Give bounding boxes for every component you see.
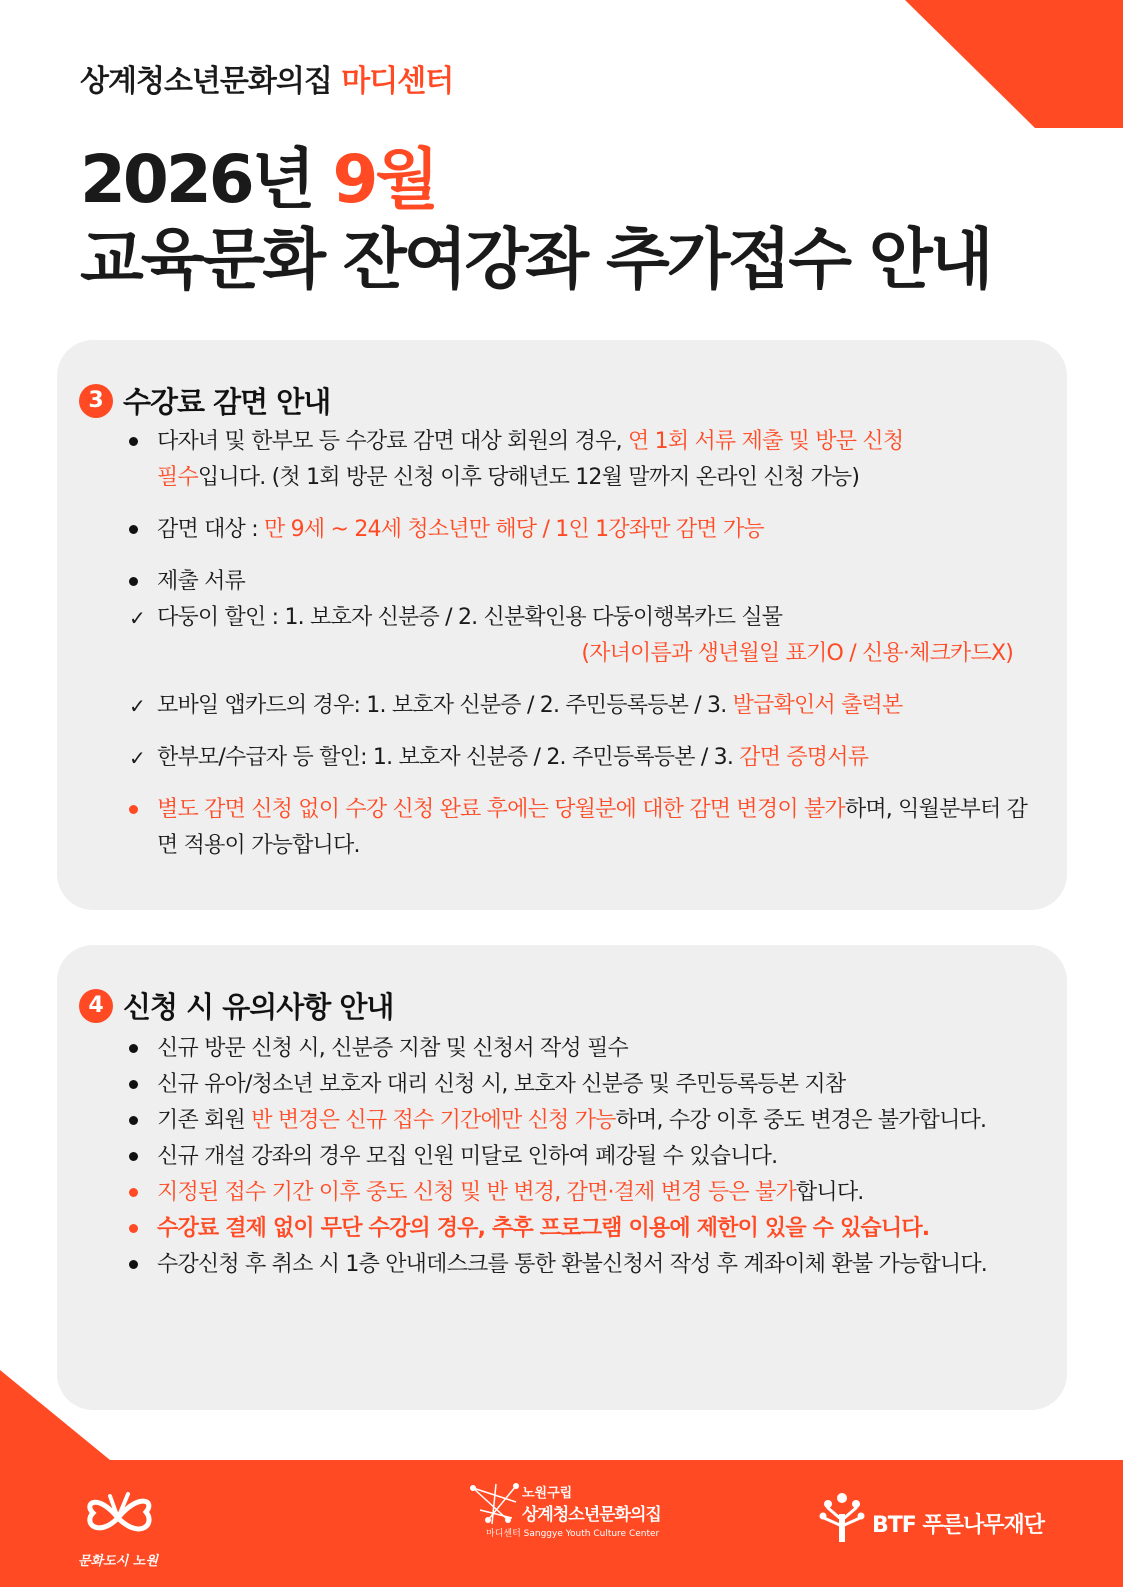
section4-title: 신청 시 유의사항 안내 xyxy=(123,990,394,1024)
culture-city-nowon-logo xyxy=(78,1488,168,1573)
flower-mark-icon xyxy=(78,1488,158,1548)
item-highlight: 연 1회 서류 제출 및 방문 신청 xyxy=(627,429,904,454)
network-mark-icon xyxy=(468,1480,520,1526)
section4-number-badge: 4 xyxy=(79,989,113,1023)
sub-item xyxy=(127,740,1037,776)
section4-header xyxy=(79,985,393,1026)
item-highlight: 만 9세 ~ 24세 청소년만 해당 / 1인 1강좌만 감면 가능 xyxy=(264,517,764,542)
center-name: 마디센터 xyxy=(341,64,454,99)
item-text: 기존 회원 xyxy=(157,1108,252,1133)
list-item xyxy=(127,1175,1037,1211)
list-item: 신규 방문 신청 시, 신분증 지참 및 신청서 작성 필수 xyxy=(127,1031,1037,1067)
item-text: 하며, 수강 이후 중도 변경은 불가합니다. xyxy=(615,1108,987,1133)
item-text: 하며, 익월분부터 감면 적용이 가능합니다. xyxy=(157,797,1028,858)
item-highlight: 반 변경은 신규 접수 기간에만 신청 가능 xyxy=(251,1108,616,1133)
item-text: 감면 대상 : xyxy=(157,517,264,542)
title-month: 9월 xyxy=(332,141,437,218)
item-text: 합니다. xyxy=(795,1180,864,1205)
item-text: 입니다. (첫 1회 방문 신청 이후 당해년도 12월 말까지 온라인 신청 가능) xyxy=(197,465,860,490)
logo1-text: 문화도시 노원 xyxy=(78,1554,158,1569)
list-item xyxy=(127,564,1037,600)
sub-item-text: 한부모/수급자 등 할인: 1. 보호자 신분증 / 2. 주민등록등본 / 3. xyxy=(157,745,740,770)
sub-item-note: (자녀이름과 생년월일 표기O / 신용·체크카드X) xyxy=(581,641,1013,666)
logo2-top-text: 노원구립 xyxy=(522,1486,573,1501)
item-highlight: 지정된 접수 기간 이후 중도 신청 및 반 변경, 감면·결제 변경 등은 불가 xyxy=(157,1180,796,1205)
logo2-subtitle: 마디센터 Sanggye Youth Culture Center xyxy=(486,1529,660,1539)
check-icon: ✓ xyxy=(129,694,145,718)
title-line-2: 교육문화 잔여강좌 추가접수 안내 xyxy=(80,221,991,298)
list-item xyxy=(127,512,1037,548)
sanggye-youth-center-logo xyxy=(468,1480,668,1570)
item-highlight: 필수 xyxy=(157,465,198,490)
section3-header xyxy=(79,380,330,421)
item-text: 다자녀 및 한부모 등 수강료 감면 대상 회원의 경우, xyxy=(157,429,628,454)
btf-foundation-logo xyxy=(818,1488,1048,1558)
organization-name xyxy=(80,56,453,100)
check-icon: ✓ xyxy=(129,746,145,770)
item-highlight: 별도 감면 신청 없이 수강 신청 완료 후에는 당월분에 대한 감면 변경이 불가 xyxy=(157,797,845,822)
list-item xyxy=(127,1103,1037,1139)
sub-item xyxy=(127,600,1037,636)
section3-number-badge: 3 xyxy=(79,384,113,418)
tree-icon xyxy=(818,1490,866,1544)
sub-item-text: 모바일 앱카드의 경우: 1. 보호자 신분증 / 2. 주민등록등본 / 3. xyxy=(157,693,733,718)
sub-item-highlight: 발급확인서 출력본 xyxy=(732,693,903,718)
logo3-text: BTF 푸른나무재단 xyxy=(872,1513,1044,1538)
logo2-name: 상계청소년문화의집 xyxy=(522,1505,661,1525)
section4-list xyxy=(127,1031,1037,1283)
check-icon: ✓ xyxy=(129,606,145,630)
title-line-1 xyxy=(80,140,991,220)
list-item xyxy=(127,424,1037,496)
page-title xyxy=(80,140,991,300)
application-notes-card xyxy=(57,945,1067,1410)
list-item xyxy=(127,792,1037,864)
sub-item xyxy=(127,688,1037,724)
list-item: 신규 개설 강좌의 경우 모집 인원 미달로 인하여 폐강될 수 있습니다. xyxy=(127,1139,1037,1175)
list-item: 수강신청 후 취소 시 1층 안내데스크를 통한 환불신청서 작성 후 계좌이체 환불 가능합니다. xyxy=(127,1247,1037,1283)
sub-item-highlight: 감면 증명서류 xyxy=(739,745,869,770)
organization-prefix: 상계청소년문화의집 xyxy=(80,64,332,99)
footer xyxy=(0,1460,1123,1587)
section3-list xyxy=(127,424,1037,864)
sub-item-text: 다둥이 할인 : 1. 보호자 신분증 / 2. 신분확인용 다둥이행복카드 실물 xyxy=(157,605,783,630)
fee-reduction-card xyxy=(57,340,1067,910)
list-item: 신규 유아/청소년 보호자 대리 신청 시, 보호자 신분증 및 주민등록등본 지참 xyxy=(127,1067,1037,1103)
section3-title: 수강료 감면 안내 xyxy=(123,385,331,419)
list-item: 수강료 결제 없이 무단 수강의 경우, 추후 프로그램 이용에 제한이 있을 수 있습니다. xyxy=(127,1211,1037,1247)
item-text: 제출 서류 xyxy=(157,569,246,594)
title-year: 2026년 xyxy=(80,141,313,218)
